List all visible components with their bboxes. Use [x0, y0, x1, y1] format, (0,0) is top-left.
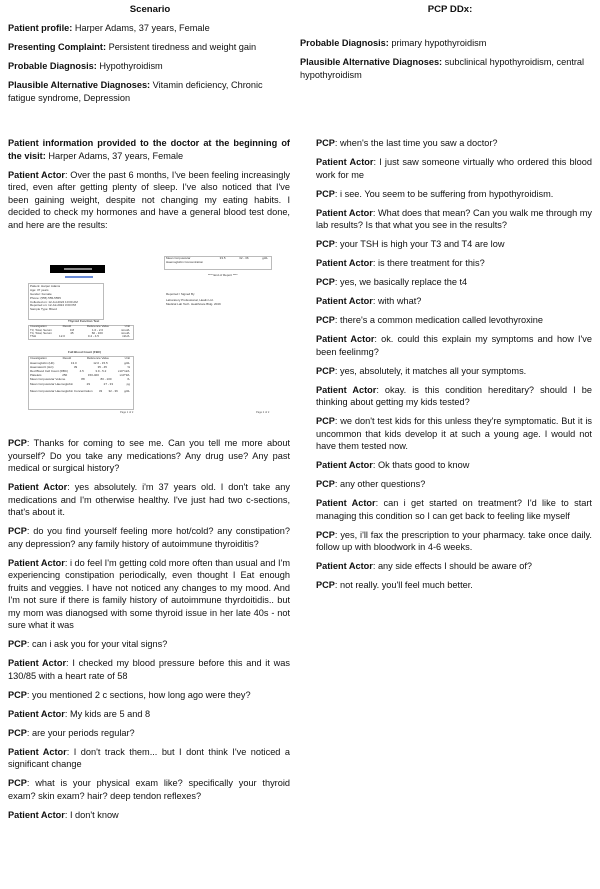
utterance-text: : is there treatment for this?: [372, 258, 485, 269]
thyroid-table-header: Investigation Result Reference Value Unit: [30, 324, 130, 328]
utterance-text: : i see. You seem to be suffering from hypothyroidism.: [334, 188, 554, 199]
pcp-utterance: [316, 478, 592, 491]
patient-utterance: [8, 809, 290, 822]
speaker-label: PCP: [316, 479, 335, 490]
patient-utterance: [8, 708, 290, 721]
utterance-text: : can i get started on treatment? I'd like to start managing this condition so I can get back to feeling like myself: [316, 498, 592, 521]
pcp-utterance: [8, 525, 290, 550]
pcp-utterance: [8, 689, 290, 702]
speaker-label: Patient Actor: [8, 557, 65, 568]
speaker-label: Patient Actor: [8, 482, 68, 493]
page-number-right: Page 2 of 2: [256, 411, 270, 414]
utterance-text: : can i ask you for your vital signs?: [26, 639, 168, 650]
intro-section: [8, 137, 290, 238]
pcp-utterance: [8, 437, 290, 475]
scenario-header: Scenario: [129, 4, 171, 15]
speaker-label: PCP: [8, 526, 27, 537]
probable-diagnosis: Probable Diagnosis: Hypothyroidism: [8, 61, 163, 72]
speaker-label: PCP: [8, 689, 27, 700]
pcp-utterance: [316, 137, 592, 150]
presenting-complaint: Presenting Complaint: Persistent tiredness and weight gain: [8, 42, 257, 53]
speaker-label: Patient Actor: [316, 460, 373, 471]
thyroid-table-row: T4, Total, Serum 45 60 - 160 nmol/L: [30, 331, 130, 335]
utterance-text: : okay. is this condition hereditary? should I be thinking about getting my kids tested?: [316, 384, 592, 408]
thyroid-table-row: T3, Total, Serum 0.8 1.0 - 2.0 nmol/L: [30, 328, 130, 332]
pcp-ddx-header: PCP DDx:: [427, 4, 473, 15]
patient-profile: Patient profile: Harper Adams, 37 years, Female: [8, 23, 210, 33]
cbc-table-row: Platelets 250 150-400 x10^9/L: [30, 373, 130, 377]
utterance-text: : I don't know: [64, 809, 119, 820]
utterance-text: : I checked my blood pressure before this and it was 130/85 with a heart rate of 58: [8, 658, 290, 681]
utterance-text: : My kids are 5 and 8: [64, 708, 151, 719]
speaker-label: PCP: [316, 365, 335, 376]
patient-utterance: [316, 156, 592, 181]
speaker-label: PCP: [316, 580, 335, 591]
speaker-label: PCP: [316, 416, 335, 427]
ddx-alternative-diagnoses: Plausible Alternative Diagnoses: subclinical hypothyroidism, central hypothyroidism: [300, 57, 585, 80]
signer-lines: Reported / Signed By Laboratory Professional, Healix Ltd. Medical Lab Tech. Healthcare Bldg. 2049: [166, 292, 221, 306]
speaker-label: Patient Actor: [8, 809, 65, 820]
pcp-utterance: [316, 365, 592, 378]
utterance-text: : not really. you'll feel much better.: [334, 580, 473, 591]
patient-utterance: [316, 497, 592, 522]
speaker-label: Patient Actor: [8, 746, 67, 757]
utterance-text: : Thanks for coming to see me. Can you tell me more about yourself? Do you take any medications? Any drug use? Any past medical or surgical history?: [8, 438, 290, 474]
cbc-table-row: Mean Corpuscular Haemoglobin 29 27 - 33 pg: [30, 382, 130, 386]
cbc-table-header: Investigation Result Reference Value Unit: [30, 356, 130, 360]
speaker-label: Patient Actor: [316, 561, 373, 572]
pcp-utterance: [8, 727, 290, 740]
speaker-label: Patient Actor: [316, 258, 373, 269]
speaker-label: Patient Actor: [316, 296, 373, 307]
lab-logo: [50, 265, 105, 273]
utterance-text: : yes, i'll fax the prescription to your pharmacy. take once daily. follow up with bloodwork in 4-6 weeks.: [316, 529, 592, 553]
lab-link: [65, 276, 93, 278]
speaker-label: Patient Actor: [316, 207, 373, 218]
pcp-utterance: [316, 579, 592, 592]
speaker-label: PCP: [316, 188, 335, 199]
utterance-text: : there's a common medication called levothyroxine: [334, 315, 543, 326]
thyroid-table-row: TSH 12.0 0.4 - 4.5 mIU/L: [30, 334, 130, 338]
end-of-report: **** End of Report ****: [208, 273, 238, 277]
utterance-text: : yes, we basically replace the t4: [334, 277, 468, 288]
speaker-label: PCP: [8, 639, 27, 650]
ddx-probable-diagnosis: Probable Diagnosis: primary hypothyroidism: [300, 38, 487, 48]
utterance-text: : I just saw someone virtually who ordered this blood work for me: [316, 157, 593, 180]
pcp-utterance: [316, 415, 592, 453]
cbc-title: Full Blood Count (FBC): [68, 350, 102, 354]
speaker-label: Patient Actor: [316, 157, 374, 168]
pcp-utterance: [316, 276, 592, 289]
alternative-diagnoses: Plausible Alternative Diagnoses: Vitamin deficiency, Chronic fatigue syndrome, Depression: [8, 80, 263, 103]
cbc-table-row: Mean Corpuscular Volume 88 80 - 100 fL: [30, 377, 130, 381]
patient-opening-statement: Patient Actor: Over the past 6 months, I've been feeling increasingly tired, even after getting plenty of sleep. I've also noticed that I've been gaining weight, despite not changing my eating habits. I decided to check my hormones and have a general blood test done, and here are the results:: [8, 169, 290, 230]
speaker-label: Patient Actor: [8, 708, 65, 719]
speaker-label: Patient Actor: [8, 658, 67, 669]
cbc-table-row: Haematocrit (Hct) 39 35 - 45 %: [30, 365, 130, 369]
speaker-label: PCP: [316, 277, 335, 288]
utterance-text: : are your periods regular?: [26, 727, 135, 738]
cbc-table-row: Red Blood Cell Count (RBC) 4.5 3.9 - 5.2 x10^12/L: [30, 369, 130, 373]
utterance-text: : what is your physical exam like? specifically your thyroid exam? skin exam? hair? deep tendon reflexes?: [8, 778, 290, 801]
ddx-section: [300, 37, 590, 88]
patient-info: Patient information provided to the doctor at the beginning of the visit: Harper Adams, 37 years, Female: [8, 138, 290, 161]
patient-utterance: [8, 746, 290, 771]
utterance-text: : any other questions?: [334, 479, 426, 490]
thyroid-test-title: Thyroid Function Test: [68, 319, 100, 323]
utterance-text: : any side effects I should be aware of?: [372, 561, 533, 572]
pcp-utterance: [316, 314, 592, 327]
utterance-text: : What does that mean? Can you walk me through my lab results? Is that what you see in the results?: [316, 207, 592, 231]
patient-utterance: [316, 207, 592, 232]
speaker-label: PCP: [316, 239, 335, 250]
utterance-text: : your TSH is high your T3 and T4 are low: [334, 239, 505, 250]
speaker-label: PCP: [8, 727, 27, 738]
speaker-label: PCP: [316, 315, 335, 326]
utterance-text: : I don't track them... but I dont think I've noticed a significant change: [8, 746, 290, 770]
utterance-text: : do you find yourself feeling more hot/cold? any constipation? any depression? any family history of autoimmune thyroiditis?: [8, 526, 290, 549]
speaker-label: PCP: [316, 138, 335, 148]
speaker-label: Patient Actor: [316, 384, 377, 395]
patient-utterance: [8, 557, 290, 632]
utterance-text: : with what?: [372, 296, 422, 307]
patient-utterance: [316, 295, 592, 308]
patient-utterance: [8, 481, 290, 519]
pcp-utterance: [316, 238, 592, 251]
utterance-text: : yes absolutely. i'm 37 years old. I don't take any medications and I'm otherwise healthy. I've just had two c-sections, that's about it.: [8, 482, 290, 518]
lab-report-image: [28, 248, 278, 418]
utterance-text: : i do feel I'm getting cold more often than usual and I'm experiencing constipation periodically, even thought I Eat enough fruits and veggies. I have not noticed any changes to my mood. And I'm not sure if there is family history of autoimmune thyrdoitidis.. but my mom was dianogsed with some thyroid issue in her late 40s - not sure what it was: [8, 557, 291, 631]
utterance-text: : we don't test kids for this unless they're symptomatic. But it is uncommon that kids develop it at such a young age. I would not have them tested now.: [316, 416, 592, 452]
left-dialogue: [8, 437, 290, 828]
speaker-label: PCP: [8, 778, 27, 789]
utterance-text: : yes, absolutely, it matches all your symptoms.: [334, 365, 527, 376]
patient-utterance: [316, 333, 592, 358]
report-header-lines: Patient: Harper Adams Age: 37 years Gender: Female Phone: (555) 555-5555 Collected on: 12-Jul-2024 10:00 AM Reported on: 12-Jul-2024 3:00 PM Sample Type: Blood: [30, 284, 78, 312]
scenario-section: [8, 22, 290, 111]
right-dialogue: [316, 137, 592, 598]
patient-utterance: [8, 657, 290, 682]
patient-utterance: [316, 257, 592, 270]
utterance-text: : you mentioned 2 c sections, how long ago were they?: [26, 689, 251, 700]
speaker-label: PCP: [8, 438, 27, 448]
patient-utterance: [316, 459, 592, 472]
cbc-table-row: Haemoglobin (Hb) 13.0 12.0 - 15.5 g/dL: [30, 361, 130, 365]
utterance-text: : when's the last time you saw a doctor?: [334, 138, 498, 148]
pcp-utterance: [8, 777, 290, 802]
speaker-label: Patient Actor: [316, 334, 375, 345]
pcp-utterance: [316, 188, 592, 201]
utterance-text: : ok. could this explain my symptoms and how I've been feelinmg?: [316, 334, 592, 357]
pcp-utterance: [8, 638, 290, 651]
report-right-row: Mean Corpuscular Haemoglobin Concentration 33.5 32 - 36 g/dL: [166, 256, 268, 264]
patient-utterance: [316, 384, 592, 409]
pcp-utterance: [316, 529, 592, 554]
patient-utterance: [316, 560, 592, 573]
page-number-left: Page 1 of 2: [120, 411, 134, 414]
speaker-label: Patient Actor: [316, 498, 376, 509]
utterance-text: : Ok thats good to know: [372, 460, 470, 471]
speaker-label: PCP: [316, 529, 335, 540]
cbc-table-row: Mean Corpuscular Haemoglobin Concentration 33 32 - 36 g/dL: [30, 389, 130, 393]
